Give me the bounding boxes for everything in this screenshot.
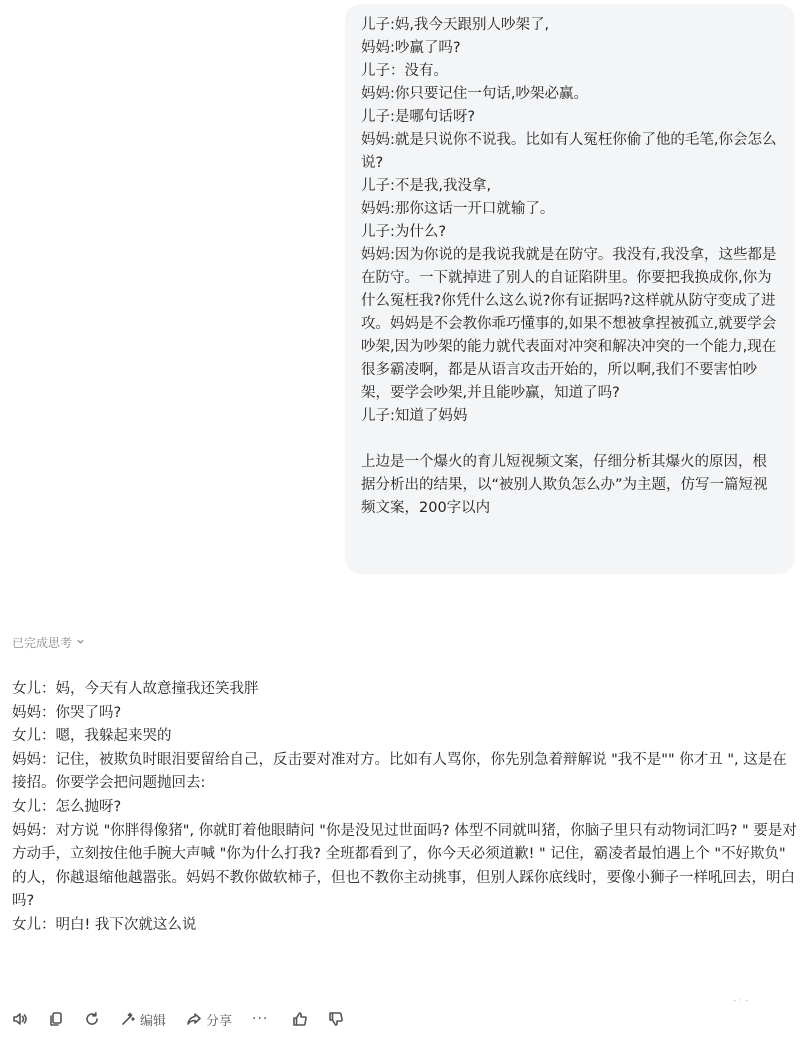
answer-line-5: 女儿：怎么抛呀?: [12, 798, 122, 815]
like-button[interactable]: [292, 1011, 308, 1027]
answer-line-4: 妈妈：记住，被欺负时眼泪要留给自己，反击要对准对方。比如有人骂你，你先别急着辩解说 "我不是"" 你才丑 ", 这是在接招。你要学会把问题抛回去:: [12, 751, 787, 792]
user-line-3: 儿子：没有。: [361, 63, 448, 79]
answer-line-7: 女儿：明白! 我下次就这么说: [12, 916, 197, 933]
message-action-bar: [12, 1007, 364, 1031]
thinking-status-label: 已完成思考: [12, 636, 73, 650]
user-line-8: 妈妈:那你这话一开口就输了。: [361, 201, 555, 217]
thumbs-up-icon: [292, 1011, 308, 1027]
user-line-2: 妈妈:吵赢了吗?: [361, 40, 461, 56]
paragraph-gap: [361, 428, 779, 451]
user-line-6: 妈妈:就是只说你不说我。比如有人冤枉你偷了他的毛笔,你会怎么说?: [361, 132, 777, 171]
user-line-5: 儿子:是哪句话呀?: [361, 109, 476, 125]
more-options-button[interactable]: [252, 1011, 268, 1027]
user-line-4: 妈妈:你只要记住一句话,吵架必赢。: [361, 86, 588, 102]
decorative-mark: - · -: [733, 996, 749, 1006]
thumbs-down-icon: [328, 1011, 344, 1027]
copy-button[interactable]: [48, 1011, 64, 1027]
read-aloud-button[interactable]: [12, 1011, 28, 1027]
edit-button[interactable]: [120, 1010, 166, 1029]
user-line-11: 儿子:知道了妈妈: [361, 408, 468, 424]
answer-line-1: 女儿：妈，今天有人故意撞我还笑我胖: [12, 681, 259, 697]
assistant-answer: [12, 678, 797, 938]
magic-wand-icon: [120, 1011, 136, 1027]
user-line-10: 妈妈:因为你说的是我说我就是在防守。我没有,我没拿，这些都是在防守。一下就掉进了别人的自证陷阱里。你要把我换成你,你为什么冤枉我?你凭什么这么说?你有证据吗?这样就从防守变成了进攻。妈妈是不会教你乖巧懂事的,如果不想被拿捏被孤立,就要学会吵架,因为吵架的能力就代表面对冲突和解决冲突的一个能力,现在很多霸凌啊，都是从语言攻击开始的，所以啊,我们不要害怕吵架，要学会吵架,并且能吵赢，知道了吗?: [361, 247, 777, 401]
user-instruction: 上边是一个爆火的育儿短视频文案，仔细分析其爆火的原因，根据分析出的结果，以“被别人欺负怎么办”为主题，仿写一篇短视频文案，200字以内: [361, 454, 768, 516]
share-icon: [186, 1011, 202, 1027]
copy-icon: [48, 1011, 64, 1027]
answer-line-2: 妈妈：你哭了吗?: [12, 704, 122, 721]
user-line-9: 儿子:为什么?: [361, 224, 447, 240]
answer-line-6: 妈妈：对方说 "你胖得像猪", 你就盯着他眼睛问 "你是没见过世面吗? 体型不同就叫猪，你脑子里只有动物词汇吗? " 要是对方动手，立刻按住他手腕大声喊 "你为什么打我? 全班都看到了，你今天必须道歉! " 记住，霸凌者最怕遇上个 "不好欺负" 的人，你越退缩他越嚣张。妈妈不教你做软柿子，但也不教你主动挑事，但别人踩你底线时，要像小狮子一样吼回去，明白吗?: [12, 822, 797, 910]
more-options-icon: ···: [252, 1011, 269, 1027]
speaker-icon: [12, 1011, 28, 1027]
edit-label: 编辑: [140, 1013, 167, 1029]
user-message-bubble: [345, 4, 795, 574]
chevron-down-icon: [76, 637, 85, 649]
user-line-7: 儿子:不是我,我没拿,: [361, 178, 492, 194]
share-button[interactable]: [186, 1010, 232, 1029]
answer-line-3: 女儿：嗯，我躲起来哭的: [12, 728, 172, 745]
dislike-button[interactable]: [328, 1011, 344, 1027]
user-line-1: 儿子:妈,我今天跟别人吵架了,: [361, 17, 550, 33]
share-label: 分享: [206, 1013, 233, 1029]
regenerate-button[interactable]: [84, 1011, 100, 1027]
refresh-icon: [84, 1011, 100, 1027]
thinking-status-toggle[interactable]: [12, 634, 85, 651]
